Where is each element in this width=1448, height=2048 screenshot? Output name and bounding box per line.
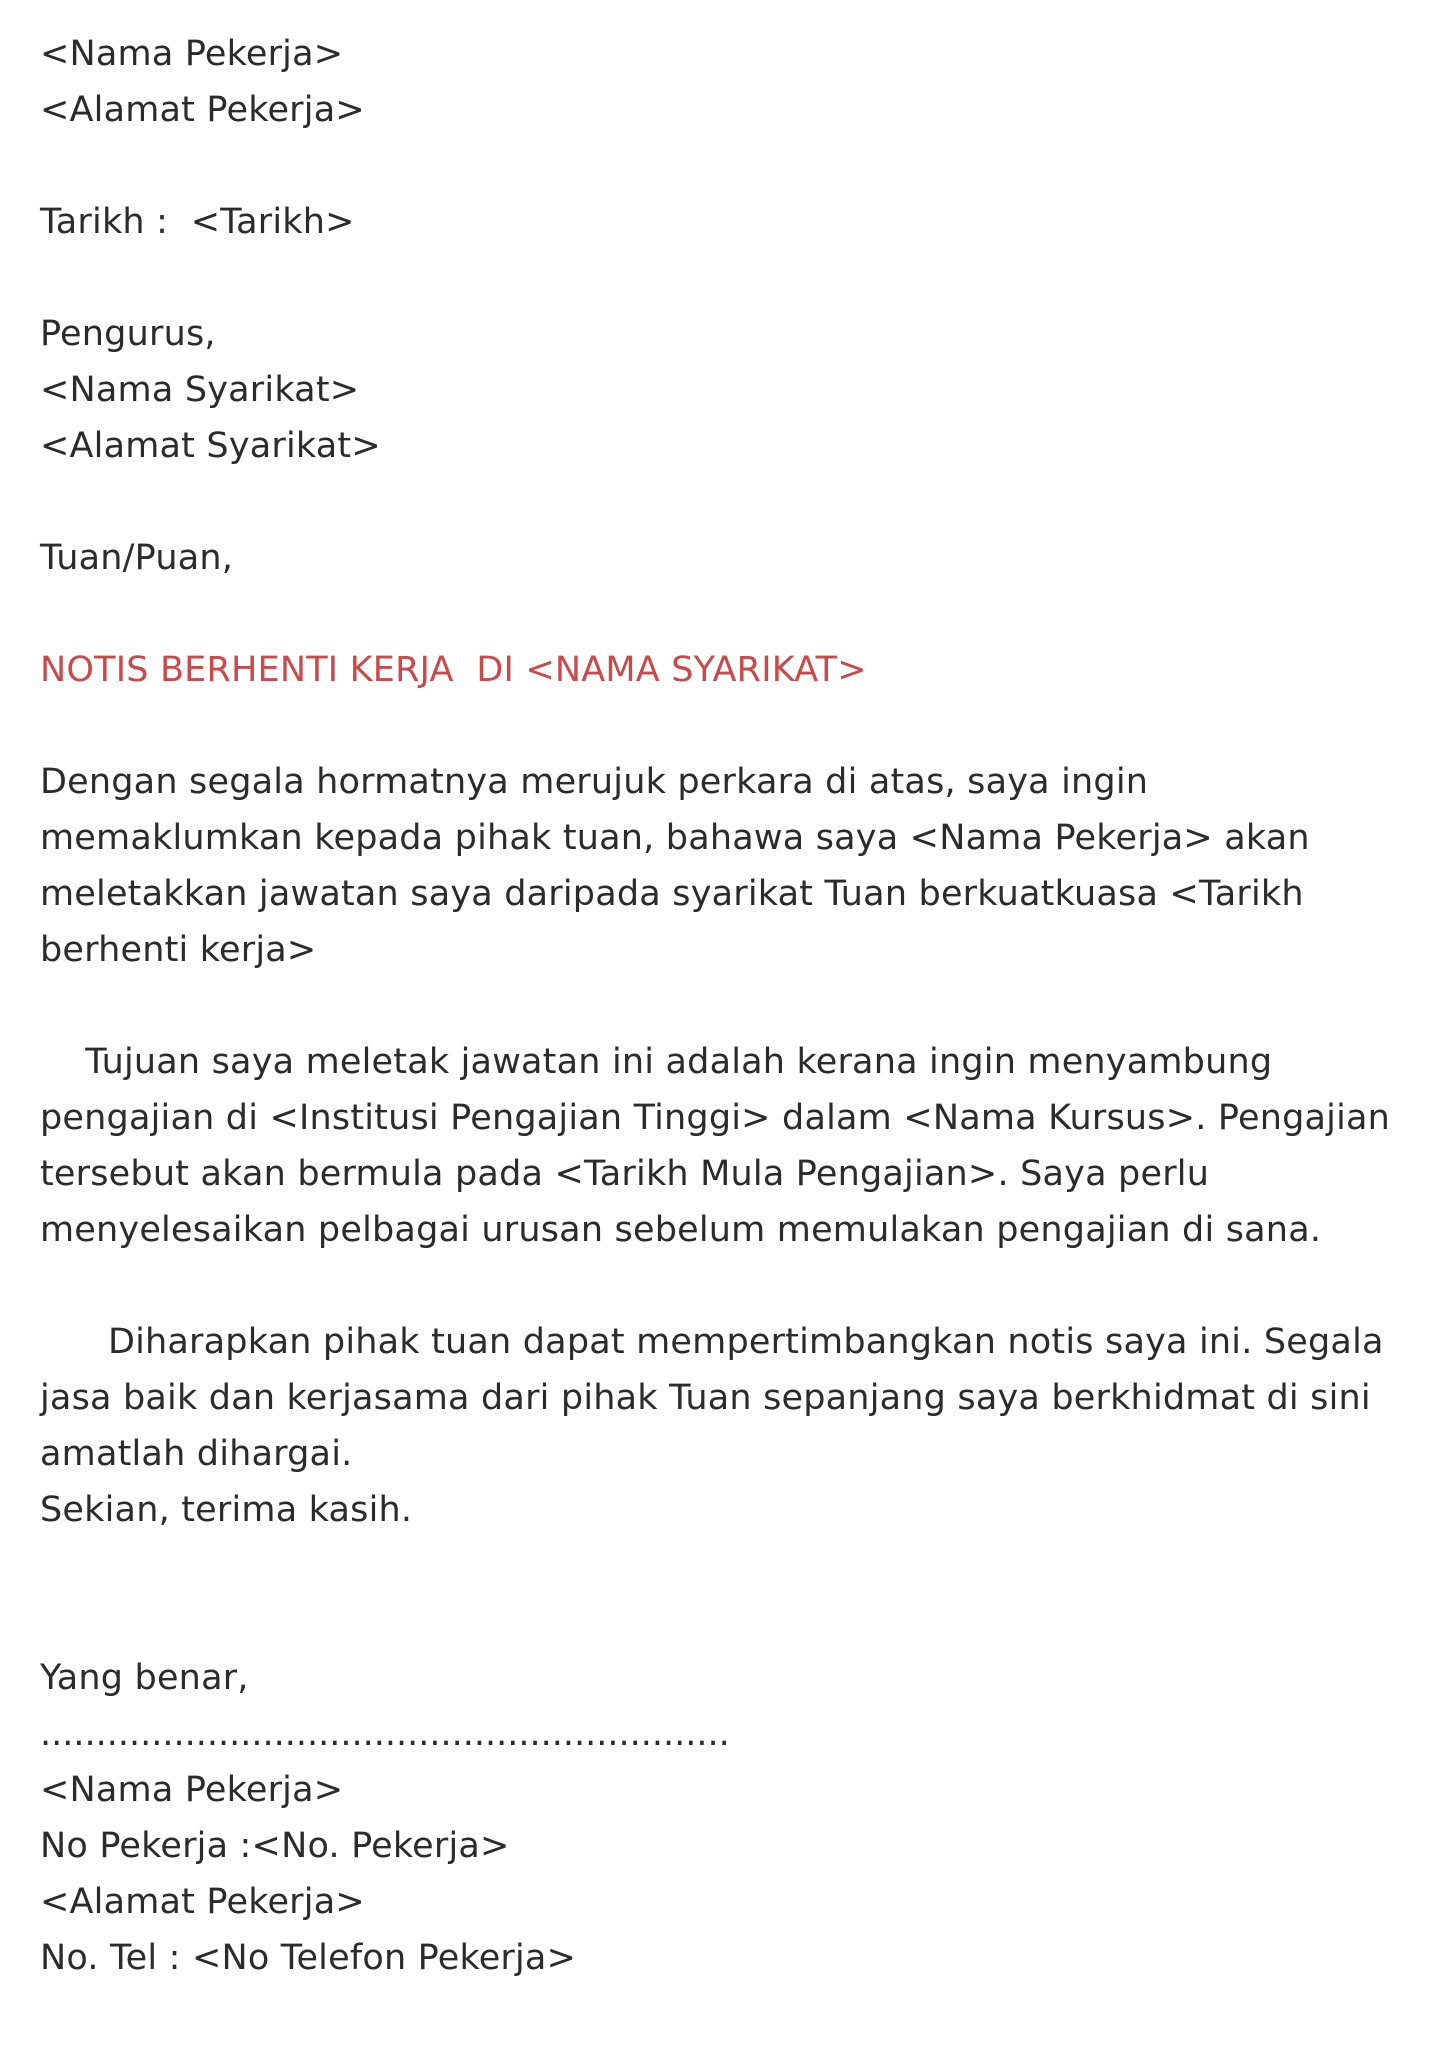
sender-address: <Alamat Pekerja> [40, 90, 365, 130]
paragraph-1 [40, 754, 1420, 978]
paragraph-3-line: jasa baik dan kerjasama dari pihak Tuan sepanjang saya berkhidmat di sini [40, 1378, 1371, 1418]
date-line: Tarikh : <Tarikh> [40, 202, 355, 242]
paragraph-3-line: amatlah dihargai. [40, 1434, 353, 1474]
resignation-letter [40, 26, 1420, 1986]
paragraph-1-line: Dengan segala hormatnya merujuk perkara di atas, saya ingin [40, 762, 1149, 802]
paragraph-2-line: Tujuan saya meletak jawatan ini adalah kerana ingin menyambung [40, 1042, 1273, 1082]
spacer [40, 138, 1420, 194]
recipient-company-name: <Nama Syarikat> [40, 370, 360, 410]
sign-off: Yang benar, [40, 1658, 249, 1698]
salutation: Tuan/Puan, [40, 538, 234, 578]
paragraph-1-line: berhenti kerja> [40, 930, 317, 970]
paragraph-2-line: tersebut akan bermula pada <Tarikh Mula Pengajian>. Saya perlu [40, 1154, 1210, 1194]
paragraph-2 [40, 1034, 1420, 1258]
signature-line: .............................................................. [40, 1714, 730, 1754]
paragraph-1-line: memaklumkan kepada pihak tuan, bahawa saya <Nama Pekerja> akan [40, 818, 1310, 858]
paragraph-2-line: pengajian di <Institusi Pengajian Tinggi> dalam <Nama Kursus>. Pengajian [40, 1098, 1391, 1138]
closing-thanks: Sekian, terima kasih. [40, 1490, 413, 1530]
paragraph-2-line: menyelesaikan pelbagai urusan sebelum memulakan pengajian di sana. [40, 1210, 1322, 1250]
spacer [40, 698, 1420, 754]
signature-name: <Nama Pekerja> [40, 1770, 344, 1810]
paragraph-3 [40, 1314, 1420, 1482]
spacer [40, 250, 1420, 306]
spacer [40, 474, 1420, 530]
spacer [40, 1258, 1420, 1314]
signature-address: <Alamat Pekerja> [40, 1882, 365, 1922]
spacer [40, 978, 1420, 1034]
spacer [40, 1538, 1420, 1650]
signature-employee-no: No Pekerja :<No. Pekerja> [40, 1826, 510, 1866]
paragraph-1-line: meletakkan jawatan saya daripada syarikat Tuan berkuatkuasa <Tarikh [40, 874, 1304, 914]
signature-phone: No. Tel : <No Telefon Pekerja> [40, 1938, 577, 1978]
sender-name: <Nama Pekerja> [40, 34, 344, 74]
recipient-title: Pengurus, [40, 314, 216, 354]
paragraph-3-line: Diharapkan pihak tuan dapat mempertimbangkan notis saya ini. Segala [40, 1322, 1384, 1362]
spacer [40, 586, 1420, 642]
recipient-company-address: <Alamat Syarikat> [40, 426, 381, 466]
subject-heading: NOTIS BERHENTI KERJA DI <NAMA SYARIKAT> [40, 650, 867, 690]
